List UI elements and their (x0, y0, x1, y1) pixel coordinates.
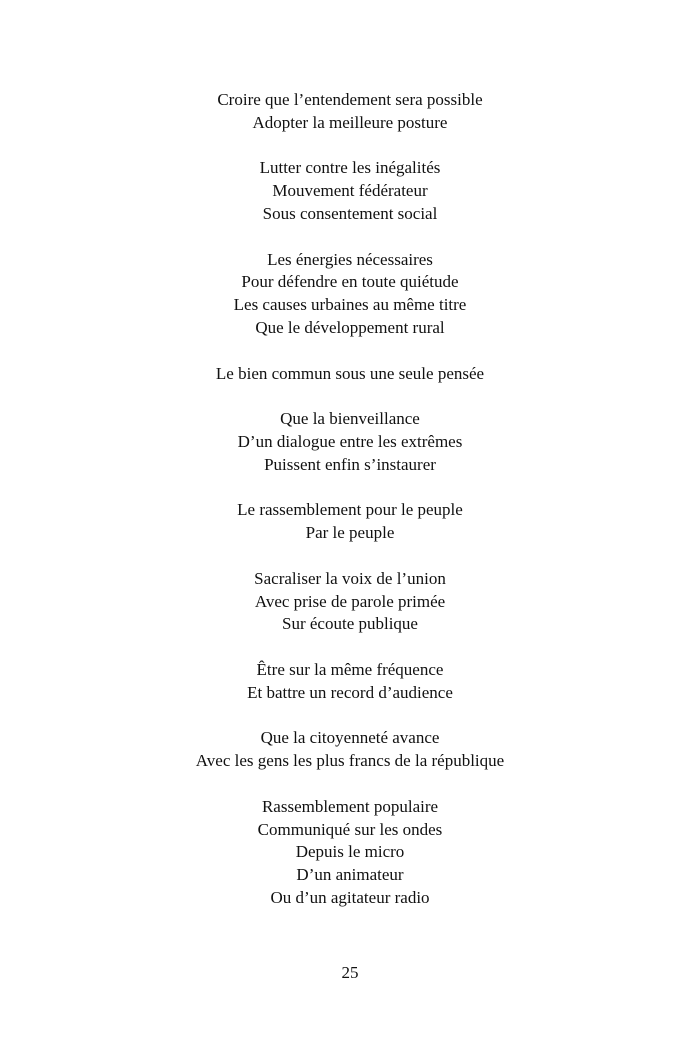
poem-line: Depuis le micro (295, 842, 405, 862)
poem-line: D’un dialogue entre les extrêmes (237, 431, 463, 451)
poem-line: Que le développement rural (255, 317, 445, 337)
poem-line: Ou d’un agitateur radio (270, 887, 430, 907)
poem-line: Pour défendre en toute quiétude (241, 272, 459, 292)
poem-line: Mouvement fédérateur (272, 181, 428, 201)
poem-line: Sous consentement social (262, 203, 438, 223)
poem-line: Que la citoyenneté avance (260, 728, 440, 748)
stanza (0, 727, 700, 773)
stanza (0, 568, 700, 636)
poem-line: D’un animateur (296, 865, 404, 885)
stanza (0, 408, 700, 476)
poem-line: Et battre un record d’audience (247, 682, 453, 702)
poem-line: Lutter contre les inégalités (259, 158, 441, 178)
poem-line: Croire que l’entendement sera possible (217, 90, 483, 109)
poem-line: Par le peuple (305, 523, 395, 543)
poem-line: Sacraliser la voix de l’union (254, 568, 446, 588)
stanza (0, 363, 700, 386)
stanza (0, 249, 700, 340)
poem-line: Rassemblement populaire (261, 796, 439, 816)
poem-line: Être sur la même fréquence (256, 659, 444, 679)
stanza (0, 89, 700, 135)
poem-line: Les énergies nécessaires (267, 249, 433, 269)
poem-line: Puissent enfin s’instaurer (264, 454, 436, 474)
page-number: 25 (341, 963, 359, 982)
poem-line: Communiqué sur les ondes (257, 819, 443, 839)
poem-line: Avec les gens les plus francs de la république (195, 751, 505, 771)
poem-line: Le bien commun sous une seule pensée (215, 363, 485, 383)
poem-line: Avec prise de parole primée (254, 591, 446, 611)
poem-line: Sur écoute publique (282, 614, 418, 634)
poem-line: Les causes urbaines au même titre (233, 295, 467, 315)
poem-line: Que la bienveillance (280, 409, 420, 429)
poem-line: Le rassemblement pour le peuple (237, 500, 463, 520)
poem-body (0, 89, 700, 932)
stanza (0, 659, 700, 705)
stanza (0, 499, 700, 545)
stanza (0, 157, 700, 225)
stanza (0, 796, 700, 910)
poem-line: Adopter la meilleure posture (252, 112, 448, 132)
